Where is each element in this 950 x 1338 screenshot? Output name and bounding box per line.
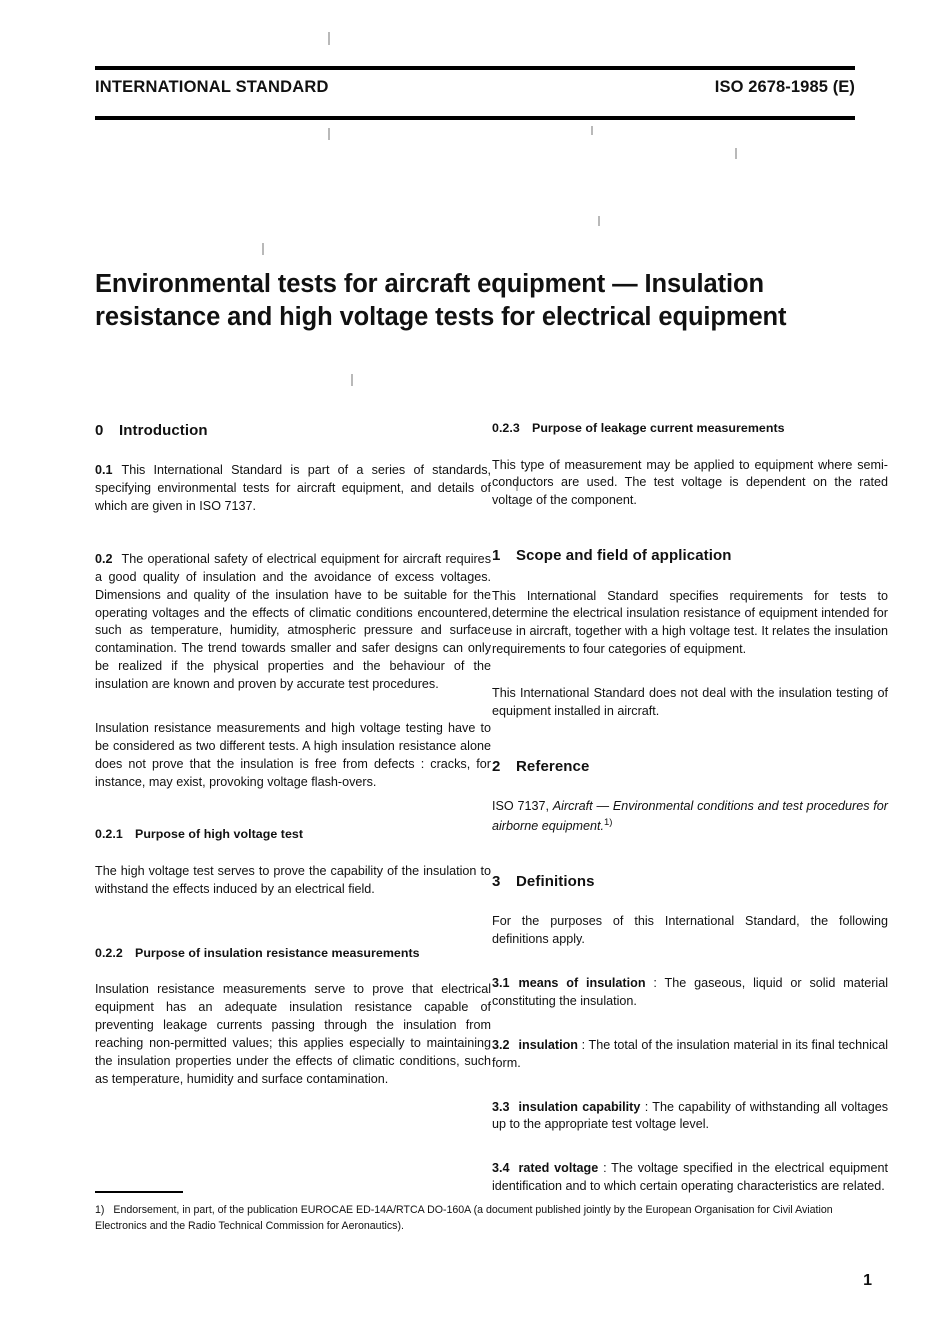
spacer: [492, 529, 888, 545]
subsection-title: Purpose of insulation resistance measurements: [135, 945, 420, 960]
subsection-number: 0.2.3: [492, 421, 520, 435]
footnote-reference-mark: 1): [604, 816, 613, 828]
definition-text: : The capability of withstanding all voltages up to the appropriate test voltage level.: [492, 1099, 888, 1132]
section-heading-definitions: [492, 871, 888, 892]
spacer: [492, 968, 888, 975]
page-number: 1: [863, 1272, 872, 1289]
left-column: [95, 420, 491, 1089]
paragraph-reference-body: [492, 798, 888, 836]
scan-artifact: [591, 126, 593, 135]
page-title: Environmental tests for aircraft equipment — Insulation resistance and high voltage tests for electrical equipment: [95, 270, 787, 332]
paragraph-text: This International Standard is part of a series of standards, specifying environmental tests for aircraft equipment, and details of which are given in ISO 7137.: [95, 463, 491, 514]
section-title: Reference: [516, 757, 590, 775]
header-standard-label: INTERNATIONAL STANDARD: [95, 78, 329, 96]
spacer: [492, 1092, 888, 1099]
footnote-separator-rule: [95, 1191, 183, 1193]
paragraph-lead-number: 0.1: [95, 463, 113, 478]
right-column: [492, 420, 888, 1196]
definition-term: means of insulation: [518, 976, 646, 991]
definition-3-1: [492, 975, 888, 1011]
header-rule-top: [95, 66, 855, 70]
section-number: 2: [492, 757, 501, 775]
spacer: [492, 740, 888, 756]
paragraph-scope-2: This International Standard does not deal with the insulation testing of equipment installed in aircraft.: [492, 686, 888, 718]
subsection-heading-0-2-2: [95, 945, 491, 963]
definition-term: rated voltage: [518, 1161, 599, 1176]
reference-title-italic: Aircraft — Environmental conditions and test procedures for airborne equipment.: [492, 799, 888, 834]
subsection-number: 0.2.2: [95, 945, 123, 960]
paragraph-definitions-intro: For the purposes of this International Standard, the following definitions apply.: [492, 914, 888, 947]
spacer: [95, 535, 491, 551]
section-title: Introduction: [119, 422, 208, 439]
spacer: [95, 713, 491, 720]
section-number: 0: [95, 422, 104, 439]
subsection-number: 0.2.1: [95, 827, 123, 842]
section-heading-scope: [492, 545, 888, 566]
scan-artifact: [598, 216, 600, 226]
scan-artifact: [351, 374, 353, 386]
spacer: [492, 855, 888, 871]
definition-number: 3.1: [492, 976, 510, 991]
definition-number: 3.3: [492, 1099, 510, 1114]
paragraph-insulation-resistance: Insulation resistance measurements and high voltage testing have to be considered as two different tests. A high insulation resistance alone does not prove that the insulation is free from defects : cracks, for instance, may exist, provoking voltage flash-overs.: [95, 720, 491, 789]
section-heading-reference: [492, 756, 888, 777]
paragraph-scope-1: This International Standard specifies requirements for tests to determine the electrical insulation resistance of equipment intended for use in aircraft, together with a high voltage test. It relates the insulation requirements to four categories of equipment.: [492, 588, 888, 657]
header-rule-bottom: [95, 116, 855, 120]
scan-artifact: [328, 128, 330, 140]
scan-artifact: [735, 148, 737, 159]
definition-term: insulation: [518, 1037, 578, 1052]
subsection-heading-0-2-3: [492, 420, 888, 438]
scan-artifact: [262, 243, 264, 255]
spacer: [95, 810, 491, 826]
paragraph-0-2-1-body: The high voltage test serves to prove the capability of the insulation to withstand the effects induced by an electrical field.: [95, 864, 491, 896]
subsection-title: Purpose of leakage current measurements: [532, 421, 785, 435]
header-standard-number: ISO 2678-1985 (E): [714, 78, 855, 96]
section-title: Scope and field of application: [516, 547, 732, 565]
spacer: [492, 678, 888, 685]
spacer: [492, 1153, 888, 1160]
subsection-heading-0-2-1: [95, 826, 491, 844]
definition-3-3: [492, 1099, 888, 1135]
section-title: Definitions: [516, 873, 595, 891]
spacer: [492, 1030, 888, 1037]
definition-term: insulation capability: [518, 1099, 641, 1114]
paragraph-0-2: [95, 551, 491, 694]
definition-number: 3.2: [492, 1037, 510, 1052]
header-row: [95, 78, 855, 97]
paragraph-text: The operational safety of electrical equipment for aircraft requires a good quality of insulation and the avoidance of excess voltages. Dimensions and quality of the insulation have to be suitable for the operating voltages and the effects of climatic conditions encountered, such as temperature, humidity, atmospheric pressure and surface contamination. The trend towards smaller and safer designs can only be realized if the physical properties and the behaviour of the insulation are known and proven by accurate test procedures.: [95, 551, 491, 692]
paragraph-lead-number: 0.2: [95, 551, 113, 566]
footnote: [95, 1203, 855, 1234]
footnote-mark: 1): [95, 1204, 105, 1216]
section-number: 3: [492, 873, 501, 891]
definition-text: : The gaseous, liquid or solid material constituting the insulation.: [492, 976, 889, 1008]
paragraph-0-1: [95, 462, 491, 516]
footnote-text: Endorsement, in part, of the publication EUROCAE ED-14A/RTCA DO-160A (a document published jointly by the European Organisation for Civil Aviation Electronics and the Radio Technical Commission for Aeronautics).: [95, 1204, 833, 1232]
definition-3-4: [492, 1160, 888, 1196]
paragraph-0-2-3-body: This type of measurement may be applied to equipment where semi-conductors are used. The test voltage is dependent on the rated voltage of the component.: [492, 457, 888, 508]
definition-number: 3.4: [492, 1161, 510, 1176]
scan-artifact: [328, 32, 330, 45]
spacer: [95, 918, 491, 945]
definition-3-2: [492, 1037, 888, 1073]
definition-text: : The voltage specified in the electrical equipment identification and to which certain operating characteristics are related.: [492, 1161, 888, 1194]
section-number: 1: [492, 547, 501, 565]
definition-text: : The total of the insulation material in its final technical form.: [492, 1037, 888, 1070]
reference-prefix: ISO 7137,: [492, 799, 553, 814]
section-heading-introduction: [95, 420, 491, 441]
paragraph-0-2-2-body: Insulation resistance measurements serve to prove that electrical equipment has an adequate insulation resistance capable of preventing leakage currents passing through the insulation from reaching non-permitted values; this applies especially to maintaining the insulation properties under the effects of climatic conditions, such as temperature, humidity and surface contamination.: [95, 982, 491, 1086]
subsection-title: Purpose of high voltage test: [135, 827, 304, 842]
